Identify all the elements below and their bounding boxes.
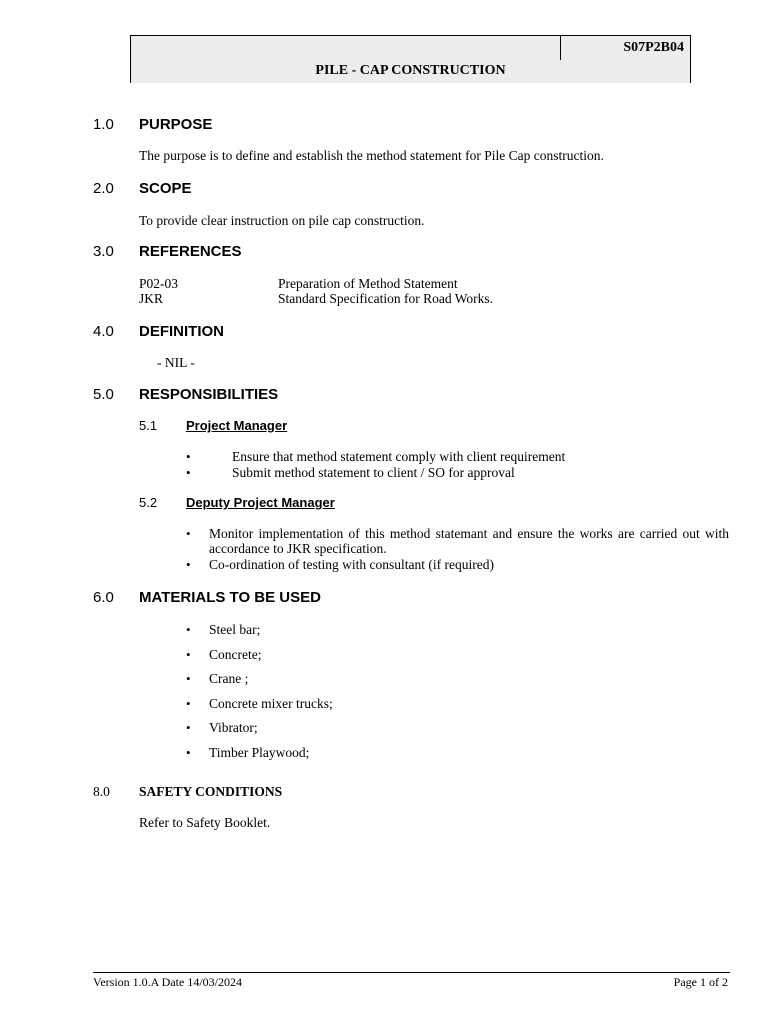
- section-number-definition: 4.0: [93, 323, 114, 340]
- material-item: Crane ;: [209, 671, 249, 686]
- bullet-icon: •: [186, 557, 191, 572]
- section-number-responsibilities: 5.0: [93, 386, 114, 403]
- footer-version: Version 1.0.A Date 14/03/2024: [93, 975, 242, 989]
- bullet-text: Monitor implementation of this method statemant and ensure the works are carried out with accordance to JKR specification.: [209, 526, 729, 556]
- section-heading-definition: DEFINITION: [139, 323, 224, 340]
- footer-page-number: Page 1 of 2: [673, 975, 728, 989]
- subsection-heading-deputy-project-manager: Deputy Project Manager: [186, 495, 335, 510]
- bullet-icon: •: [186, 671, 191, 686]
- reference-description: Preparation of Method Statement: [278, 276, 458, 291]
- subsection-heading-project-manager: Project Manager: [186, 418, 288, 433]
- section-heading-materials: MATERIALS TO BE USED: [139, 589, 321, 606]
- bullet-icon: •: [186, 720, 191, 735]
- bullet-text: Co-ordination of testing with consultant (if required): [209, 557, 494, 572]
- reference-description: Standard Specification for Road Works.: [278, 291, 493, 306]
- bullet-icon: •: [186, 647, 191, 662]
- section-number-references: 3.0: [93, 243, 114, 260]
- bullet-icon: •: [186, 526, 191, 541]
- bullet-text: Submit method statement to client / SO for approval: [232, 465, 515, 480]
- section-number-safety: 8.0: [93, 784, 110, 799]
- subsection-number: 5.2: [139, 495, 158, 510]
- material-item: Vibrator;: [209, 720, 258, 735]
- scope-text: To provide clear instruction on pile cap construction.: [139, 213, 425, 228]
- section-heading-purpose: PURPOSE: [139, 116, 213, 133]
- bullet-icon: •: [186, 449, 191, 464]
- section-number-materials: 6.0: [93, 589, 114, 606]
- reference-code: JKR: [139, 291, 164, 306]
- footer-divider: [93, 972, 730, 973]
- bullet-text: Ensure that method statement comply with client requirement: [232, 449, 566, 464]
- subsection-number: 5.1: [139, 418, 158, 433]
- section-heading-safety: SAFETY CONDITIONS: [139, 784, 283, 799]
- section-heading-responsibilities: RESPONSIBILITIES: [139, 386, 279, 403]
- section-heading-scope: SCOPE: [139, 180, 192, 197]
- definition-text: - NIL -: [157, 355, 195, 370]
- safety-text: Refer to Safety Booklet.: [139, 815, 271, 830]
- section-number-scope: 2.0: [93, 180, 114, 197]
- document-code: S07P2B04: [623, 40, 684, 55]
- document-title: PILE - CAP CONSTRUCTION: [131, 60, 690, 83]
- bullet-icon: •: [186, 696, 191, 711]
- material-item: Concrete mixer trucks;: [209, 696, 333, 711]
- header-blank-cell: [131, 36, 561, 60]
- document-header: [130, 35, 691, 83]
- header-top-row: [131, 36, 690, 61]
- material-item: Concrete;: [209, 647, 262, 662]
- section-number-purpose: 1.0: [93, 116, 114, 133]
- purpose-text: The purpose is to define and establish the method statement for Pile Cap construction.: [139, 148, 604, 163]
- material-item: Timber Playwood;: [209, 745, 310, 760]
- section-heading-references: REFERENCES: [139, 243, 242, 260]
- bullet-icon: •: [186, 622, 191, 637]
- bullet-icon: •: [186, 745, 191, 760]
- material-item: Steel bar;: [209, 622, 261, 637]
- bullet-icon: •: [186, 465, 191, 480]
- reference-code: P02-03: [139, 276, 179, 291]
